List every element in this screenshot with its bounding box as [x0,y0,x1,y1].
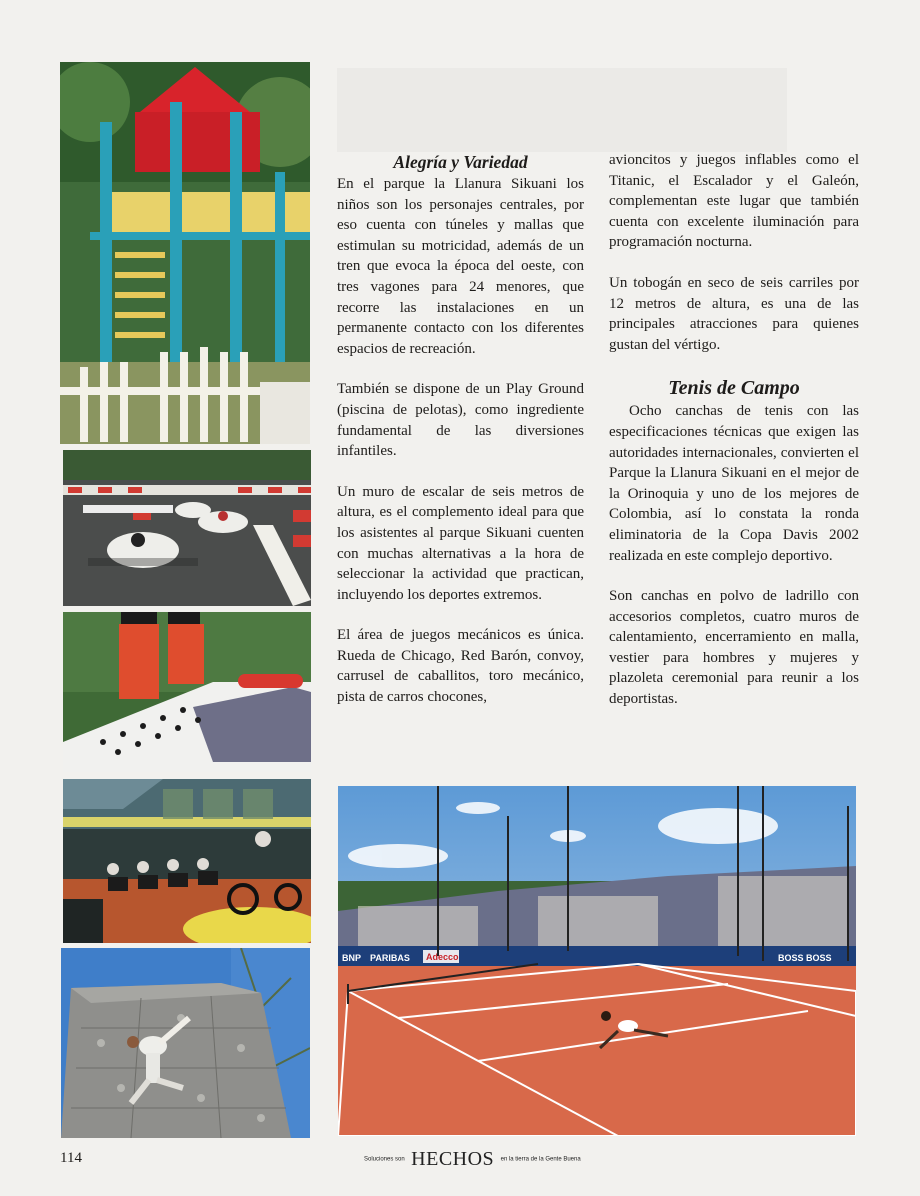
go-kart-photo [63,450,311,606]
paragraph-intro: En el parque la Llanura Sikuani los niños son los personajes centrales, por eso cuenta con túneles y mallas que estimulan su motricidad, además de un tren que evoca la época del oeste, con tres vagones para 24 menores, que recorre las instalaciones en un permanente contacto con los diferentes espacios de recreación. [337,176,584,357]
playground-photo [60,62,310,444]
tennis-stadium-photo [338,786,856,1136]
footer-prefix: Soluciones son [364,1156,405,1163]
climbing-wall-photo [61,948,310,1138]
sponsor-banner-bnp: BNP [342,953,362,963]
sponsor-banner-paribas: PARIBAS [370,953,410,963]
paragraph-tennis-courts: Ocho canchas de tenis con las especificaciones técnicas que exigen las autoridades internacionales, convierten el Parque la Llanura Sikuani en el mejor de la Orinoquia y uno de los mejores de Colombia, así lo constata la ronda eliminatoria de la Copa Davis 2002 realizada en este complejo deportivo. [609,403,859,564]
paragraph-inflatables: avioncitos y juegos inflables como el Titanic, el Escalador y el Galeón, complementan este lugar que también cuenta con excelente iluminación para programación nocturna. [609,152,859,251]
footer-brand: HECHOS [411,1148,495,1170]
sponsor-banner-boss: BOSS BOSS [778,953,832,963]
footer-suffix: en la tierra de la Gente Buena [500,1156,581,1163]
sponsor-banner-adecco: Adecco [426,952,459,962]
footer-slogan [364,1148,581,1171]
page-number: 114 [60,1150,82,1166]
text-column-right [609,150,859,730]
paragraph-court-features: Son canchas en polvo de ladrillo con accesorios completos, cuatro muros de calentamiento, encerramiento en malla, vestier para hombres y mujeres y plazoleta ceremonial para reunir a los deportistas. [609,588,859,708]
section-heading-alegria: Alegría y Variedad [393,152,528,172]
inflatable-titanic-photo [63,612,311,772]
gym-photo [63,779,311,943]
paragraph-climbing-wall: Un muro de escalar de seis metros de altura, es el complemento ideal para que los asistentes al parque Sikuani cuenten con muchas alternativas a la hora de seleccionar la actividad que practican, incluyendo los deportes extremos. [337,483,584,603]
paragraph-mechanical-games: El área de juegos mecánicos es única. Rueda de Chicago, Red Barón, convoy, carrusel de caballitos, toro mecánico, pista de carros chocones, [337,627,584,706]
section-heading-tenis: Tenis de Campo [668,377,800,400]
paragraph-slide: Un tobogán en seco de seis carriles por 12 metros de altura, es una de las principales atracciones para quienes gustan del vértigo. [609,274,859,353]
paragraph-play-ground: También se dispone de un Play Ground (piscina de pelotas), como ingrediente fundamental de las diversiones infantiles. [337,381,584,460]
header-shade [337,68,787,152]
text-column-left [337,150,584,708]
